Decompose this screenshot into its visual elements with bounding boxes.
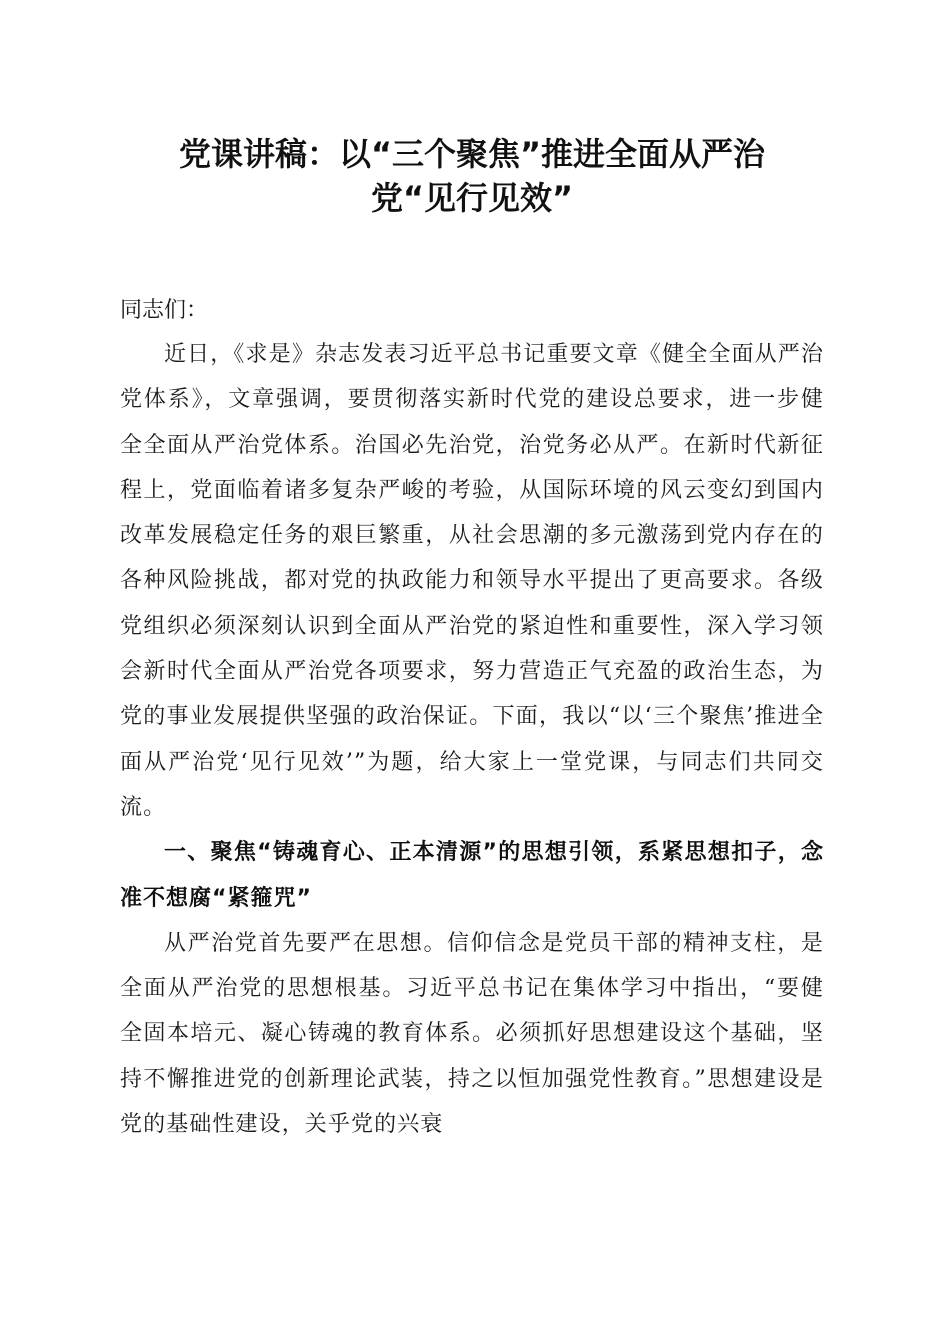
title-line-2: 党“见行见效” (370, 179, 574, 217)
document-title (120, 132, 824, 220)
section-heading-1: 一、聚焦“铸魂育心、正本清源”的思想引领，系紧思想扣子，念准不想腐“紧箍咒” (120, 840, 824, 911)
greeting: 同志们： (120, 298, 209, 323)
document-page (120, 132, 824, 1147)
paragraph-intro: 近日，《求是》杂志发表习近平总书记重要文章《健全全面从严治党体系》，文章强调，要贯彻落实新时代党的建设总要求，进一步健全全面从严治党体系。治国必先治党，治党务必从严。在新时代新征程上，党面临着诸多复杂严峻的考验，从国际环境的风云变幻到国内改革发展稳定任务的艰巨繁重，从社会思潮的多元激荡到党内存在的各种风险挑战，都对党的执政能力和领导水平提出了更高要求。各级党组织必须深刻认识到全面从严治党的紧迫性和重要性，深入学习领会新时代全面从严治党各项要求，努力营造正气充盈的政治生态，为党的事业发展提供坚强的政治保证。下面，我以“以‘三个聚焦’推进全面从严治党‘见行见效’”为题，给大家上一堂党课，与同志们共同交流。 (120, 342, 824, 820)
paragraph-section-1: 从严治党首先要严在思想。信仰信念是党员干部的精神支柱，是全面从严治党的思想根基。习近平总书记在集体学习中指出，“要健全固本培元、凝心铸魂的教育体系。必须抓好思想建设这个基础，坚持不懈推进党的创新理论武装，持之以恒加强党性教育。”思想建设是党的基础性建设，关乎党的兴衰 (120, 930, 824, 1138)
title-line-1: 党课讲稿：以“三个聚焦”推进全面从严治 (178, 135, 766, 173)
